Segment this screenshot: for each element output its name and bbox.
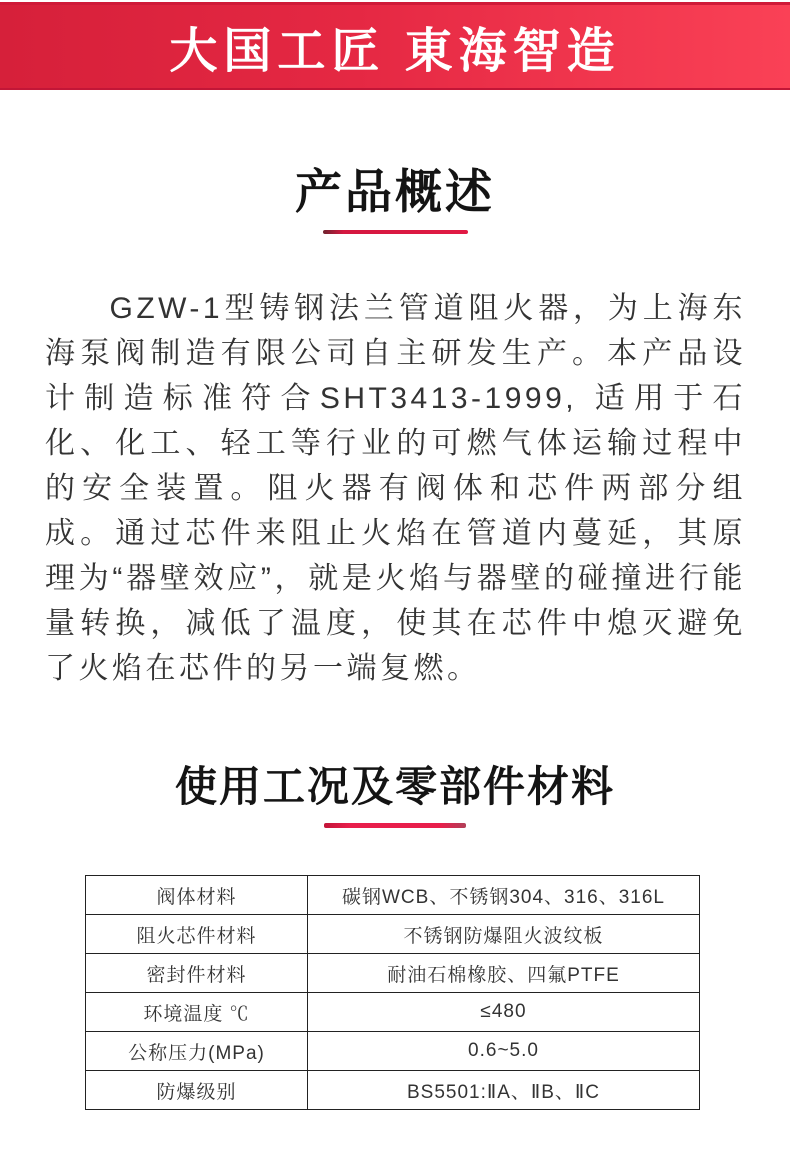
spec-value-cell: ≤480	[308, 993, 700, 1032]
table-row	[86, 954, 700, 993]
table-row	[86, 1071, 700, 1110]
product-page	[0, 2, 790, 1164]
table-row	[86, 1032, 700, 1071]
overview-title-underline	[323, 230, 468, 234]
spec-value-cell: BS5501:ⅡA、ⅡB、ⅡC	[308, 1071, 700, 1110]
spec-label-cell: 阻火芯件材料	[86, 915, 308, 954]
spec-value-cell: 碳钢WCB、不锈钢304、316、316L	[308, 876, 700, 915]
spec-label-cell: 阀体材料	[86, 876, 308, 915]
spec-value-cell: 不锈钢防爆阻火波纹板	[308, 915, 700, 954]
overview-section-title: 产品概述	[295, 165, 495, 218]
brand-banner-title: 大国工匠 東海智造	[169, 25, 621, 78]
spec-label-cell: 防爆级别	[86, 1071, 308, 1110]
materials-spec-table	[85, 875, 700, 1110]
materials-title-underline	[324, 823, 466, 828]
materials-section-title: 使用工况及零部件材料	[174, 763, 615, 810]
spec-value-cell: 0.6~5.0	[308, 1032, 700, 1071]
brand-banner	[0, 2, 790, 90]
spec-label-cell: 环境温度 ℃	[86, 993, 308, 1032]
table-row	[86, 876, 700, 915]
spec-value-cell: 耐油石棉橡胶、四氟PTFE	[308, 954, 700, 993]
overview-paragraph: GZW-1型铸钢法兰管道阻火器，为上海东海泵阀制造有限公司自主研发生产。本产品设计制造标准符合SHT3413-1999, 适用于石化、化工、轻工等行业的可燃气体运输过程中的安全装置。阻火器有阀体和芯件两部分组成。通过芯件来阻止火焰在管道内蔓延，其原理为“器壁效应”，就是火焰与器壁的碰撞进行能量转换，减低了温度，使其在芯件中熄灭避免了火焰在芯件的另一端复燃。	[45, 292, 746, 685]
table-row	[86, 993, 700, 1032]
table-row	[86, 915, 700, 954]
spec-label-cell: 密封件材料	[86, 954, 308, 993]
spec-label-cell: 公称压力(MPa)	[86, 1032, 308, 1071]
